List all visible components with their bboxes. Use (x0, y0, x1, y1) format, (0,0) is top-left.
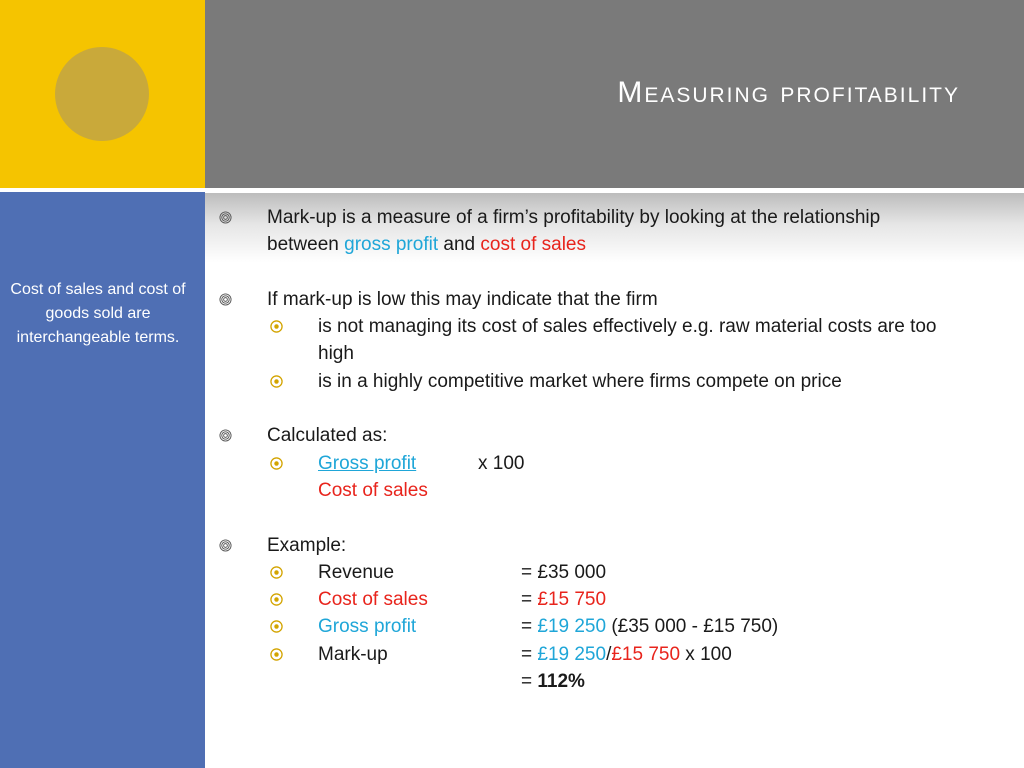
bullet-text-line2 (267, 231, 1015, 258)
example-gross-profit-row (205, 613, 1015, 640)
bullet-text: If mark-up is low this may indicate that the firm (267, 288, 658, 310)
bullet-text: Example: (267, 534, 347, 556)
cost-of-sales-value: £15 750 (537, 589, 607, 611)
ring-bullet-icon (217, 286, 233, 313)
side-strip (0, 188, 205, 768)
target-bullet-icon (268, 586, 284, 613)
sub-bullet-cost-management (205, 313, 1015, 340)
equals: = (521, 616, 538, 638)
equals: = (521, 643, 538, 665)
decorative-circle (55, 47, 149, 141)
gross-profit-label: Gross profit (318, 616, 417, 638)
formula-multiplier: x 100 (478, 452, 525, 474)
bullet-text: Mark-up is a measure of a firm’s profitability by looking at the relationship (267, 207, 881, 228)
example-result-row (205, 668, 1015, 695)
sub-bullet-continuation: high (318, 343, 354, 365)
markup-label: Mark-up (318, 643, 388, 665)
revenue-label: Revenue (318, 561, 395, 583)
revenue-value: = £35 000 (521, 561, 607, 583)
side-note: Cost of sales and cost of goods sold are interchangeable terms. (10, 281, 186, 346)
target-bullet-icon (268, 313, 284, 340)
target-bullet-icon (268, 368, 284, 395)
sub-bullet-text: is not managing its cost of sales effectively e.g. raw material costs are too (318, 316, 937, 338)
equals: = (521, 589, 538, 611)
equals: = (521, 671, 538, 693)
ring-bullet-icon (217, 204, 233, 231)
target-bullet-icon (268, 613, 284, 640)
markup-numerator: £19 250 (537, 643, 607, 665)
sub-bullet-competitive-market (205, 368, 1015, 395)
ring-bullet-icon (217, 422, 233, 449)
gross-profit-term: gross profit (344, 234, 439, 256)
sub-bullet-text: is in a highly competitive market where firms compete on price (318, 370, 842, 392)
markup-multiplier: x 100 (680, 643, 732, 665)
gross-profit-calculation: (£35 000 - £15 750) (606, 616, 779, 638)
corner-yellow-block (0, 0, 205, 188)
formula-numerator-row (205, 450, 1015, 477)
markup-slash: / (606, 643, 612, 665)
target-bullet-icon (268, 450, 284, 477)
text-and: and (438, 234, 481, 256)
cost-of-sales-label: Cost of sales (318, 589, 428, 611)
slide-content (205, 204, 1015, 695)
markup-result: 112% (537, 671, 585, 693)
bullet-example (205, 532, 1015, 559)
slide-title: Measuring profitability (617, 76, 960, 109)
formula-denominator: Cost of sales (318, 479, 428, 501)
ring-bullet-icon (217, 532, 233, 559)
bullet-calculated-as (205, 422, 1015, 449)
bullet-markup-definition (205, 204, 1015, 259)
bullet-low-markup (205, 286, 1015, 313)
gross-profit-value: £19 250 (537, 616, 607, 638)
cost-of-sales-term: cost of sales (480, 234, 586, 256)
formula-numerator: Gross profit (318, 452, 417, 474)
bullet-text: Calculated as: (267, 425, 388, 447)
example-cost-of-sales-row (205, 586, 1015, 613)
target-bullet-icon (268, 641, 284, 668)
target-bullet-icon (268, 559, 284, 586)
title-bar (205, 0, 1024, 188)
example-markup-row (205, 641, 1015, 668)
example-revenue-row (205, 559, 1015, 586)
text-between: between (267, 234, 345, 256)
markup-denominator: £15 750 (611, 643, 681, 665)
